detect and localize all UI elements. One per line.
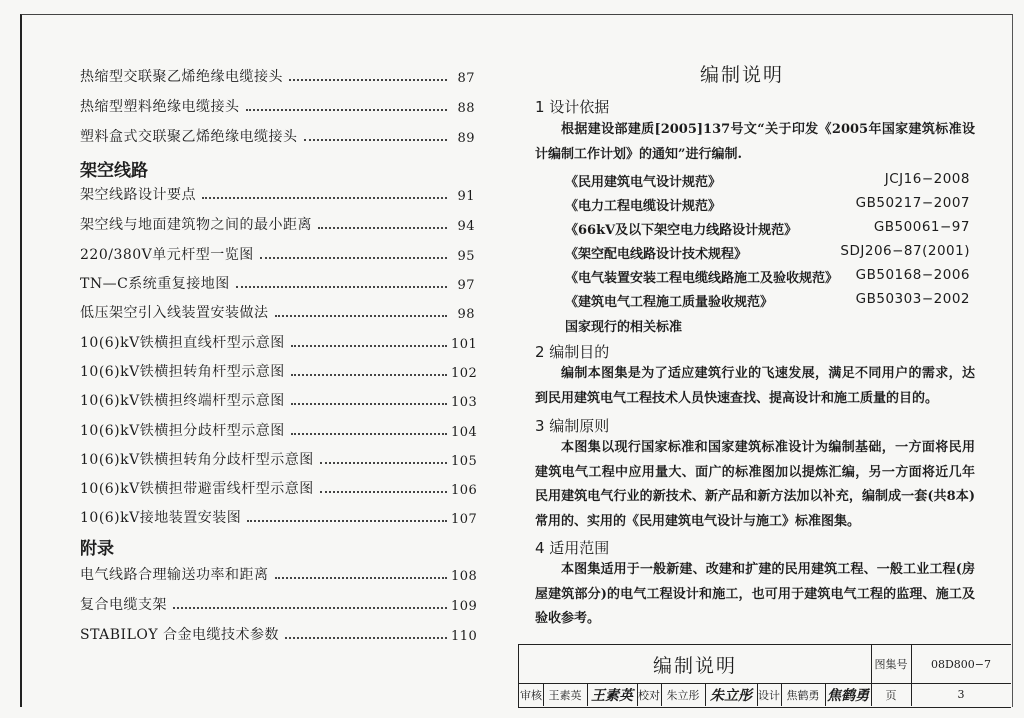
standard-code: GB50168−2006 bbox=[855, 267, 970, 283]
standard-name: 《电力工程电缆设计规范》 bbox=[565, 199, 722, 214]
toc-entry-page: 88 bbox=[457, 101, 475, 116]
page-number: 3 bbox=[957, 688, 965, 701]
toc-leader bbox=[291, 432, 447, 435]
toc-entry bbox=[80, 418, 478, 440]
toc-entry bbox=[80, 505, 478, 527]
toc-leader bbox=[173, 606, 447, 609]
toc-entry-page: 89 bbox=[457, 131, 475, 146]
toc-entry-title: 架空线与地面建筑物之间的最小距离 bbox=[80, 217, 312, 233]
toc-leader bbox=[246, 108, 448, 111]
toc-leader bbox=[236, 285, 447, 288]
section-heading-purpose: 2 编制目的 bbox=[535, 343, 610, 361]
toc-entry-title: 电气线路合理输送功率和距离 bbox=[80, 567, 269, 583]
atlas-number-label: 图集号 bbox=[871, 645, 912, 684]
principles-paragraph: 本图集以现行国家标准和国家建筑标准设计为编制基础，一方面将民用建筑电气工程中应用量大、面广的标准图加以提炼汇编，另一方面将近几年民用建筑电气行业的新技术、新产品和新方法加以补充，编制成一套(共8本)常用的、实用的《民用建筑电气设计与施工》标准图集。 bbox=[535, 440, 975, 529]
standard-code: SDJ206−87(2001) bbox=[840, 243, 970, 259]
toc-entry-title: 热缩型交联聚乙烯绝缘电缆接头 bbox=[80, 69, 283, 85]
toc-entry-page: 105 bbox=[451, 454, 478, 469]
toc-leader bbox=[285, 636, 447, 639]
reviewer-name: 王素英 bbox=[543, 683, 588, 706]
toc-leader bbox=[260, 256, 447, 259]
toc-entry-page: 108 bbox=[451, 569, 478, 584]
toc-entry bbox=[80, 592, 478, 614]
toc-entry bbox=[80, 182, 475, 204]
toc-entry-page: 94 bbox=[457, 219, 475, 234]
standard-name: 《66kV及以下架空电力线路设计规范》 bbox=[565, 223, 798, 238]
standard-row bbox=[565, 243, 970, 263]
toc-entry-page: 106 bbox=[451, 483, 478, 498]
toc-entry-page: 87 bbox=[457, 71, 475, 86]
toc-entry-title: 10(6)kV铁横担带避雷线杆型示意图 bbox=[80, 481, 314, 497]
purpose-paragraph: 编制本图集是为了适应建筑行业的飞速发展，满足不同用户的需求，达到民用建筑电气工程技术人员快速查找、提高设计和施工质量的目的。 bbox=[535, 366, 975, 406]
toc-entry bbox=[80, 359, 478, 381]
atlas-number: 08D800−7 bbox=[911, 645, 1011, 684]
toc-entry-page: 101 bbox=[451, 337, 478, 352]
toc-entry bbox=[80, 388, 478, 410]
toc-entry-title: 10(6)kV铁横担分歧杆型示意图 bbox=[80, 423, 285, 439]
toc-leader bbox=[291, 373, 447, 376]
toc-leader bbox=[289, 78, 447, 81]
toc-entry-title: 复合电缆支架 bbox=[80, 597, 167, 613]
toc-entry bbox=[80, 271, 475, 293]
title-block-title: 编制说明 bbox=[519, 645, 872, 684]
toc-entry-page: 91 bbox=[457, 189, 475, 204]
toc-entry-title: 10(6)kV铁横担终端杆型示意图 bbox=[80, 393, 285, 409]
standard-name: 《架空配电线路设计技术规程》 bbox=[565, 247, 748, 262]
toc-entry-title: TN—C系统重复接地图 bbox=[80, 276, 230, 292]
toc-section-heading: 附录 bbox=[80, 539, 114, 559]
page-label: 页 bbox=[871, 683, 912, 706]
toc-entry bbox=[80, 300, 475, 322]
toc-entry-title: 10(6)kV接地装置安装图 bbox=[80, 510, 242, 526]
toc-leader bbox=[202, 196, 447, 199]
toc-entry bbox=[80, 124, 475, 146]
toc-entry bbox=[80, 447, 478, 469]
toc-entry-title: 10(6)kV铁横担转角分歧杆型示意图 bbox=[80, 452, 314, 468]
toc-entry-page: 97 bbox=[457, 278, 475, 293]
toc-entry-title: STABILOY 合金电缆技术参数 bbox=[80, 627, 280, 643]
standard-row bbox=[565, 219, 970, 239]
toc-entry bbox=[80, 622, 478, 644]
toc-entry bbox=[80, 64, 475, 86]
toc-leader bbox=[320, 490, 447, 493]
standard-row bbox=[565, 291, 970, 311]
toc-entry bbox=[80, 212, 475, 234]
notes-title: 编制说明 bbox=[700, 64, 785, 86]
section-heading-basis: 1 设计依据 bbox=[535, 98, 610, 116]
standard-row bbox=[565, 267, 970, 287]
standard-code: GB50303−2002 bbox=[855, 291, 970, 307]
standard-name: 《建筑电气工程施工质量验收规范》 bbox=[565, 295, 774, 310]
toc-entry-page: 104 bbox=[451, 425, 478, 440]
toc-entry bbox=[80, 562, 478, 584]
toc-entry-title: 热缩型塑料绝缘电缆接头 bbox=[80, 99, 240, 115]
toc-leader bbox=[247, 519, 447, 522]
standard-code: GB50061−97 bbox=[873, 219, 970, 235]
toc-leader bbox=[291, 402, 447, 405]
toc-entry-page: 98 bbox=[457, 307, 475, 322]
scope-paragraph: 本图集适用于一般新建、改建和扩建的民用建筑工程、一般工业工程(房屋建筑部分)的电气工程设计和施工，也可用于建筑电气工程的监理、施工及验收参考。 bbox=[535, 562, 975, 626]
toc-entry bbox=[80, 242, 475, 264]
basis-paragraph: 根据建设部建质[2005]137号文“关于印发《2005年国家建筑标准设计编制工作计划》的通知”进行编制. bbox=[535, 122, 975, 162]
standard-row bbox=[565, 195, 970, 215]
designer-signature: 焦鹤勇 bbox=[825, 683, 872, 706]
toc-entry-title: 10(6)kV铁横担直线杆型示意图 bbox=[80, 335, 285, 351]
designer-name: 焦鹤勇 bbox=[781, 683, 826, 706]
reviewer-signature: 王素英 bbox=[587, 683, 638, 706]
toc-leader bbox=[304, 138, 448, 141]
toc-entry bbox=[80, 476, 478, 498]
toc-entry bbox=[80, 330, 478, 352]
toc-entry-title: 架空线路设计要点 bbox=[80, 187, 196, 203]
toc-leader bbox=[275, 576, 448, 579]
signature-row bbox=[519, 683, 1011, 707]
title-block bbox=[518, 644, 1011, 708]
standard-name: 《民用建筑电气设计规范》 bbox=[565, 175, 722, 190]
toc-entry-page: 103 bbox=[451, 395, 478, 410]
toc-entry bbox=[80, 94, 475, 116]
toc-section-heading: 架空线路 bbox=[80, 161, 148, 181]
design-label: 设计 bbox=[757, 683, 782, 706]
current-standards-line: 国家现行的相关标准 bbox=[565, 320, 683, 335]
checker-name: 朱立彤 bbox=[661, 683, 706, 706]
toc-entry-page: 109 bbox=[451, 599, 478, 614]
toc-entry-page: 95 bbox=[457, 249, 475, 264]
toc-leader bbox=[291, 344, 447, 347]
standard-code: JCJ16−2008 bbox=[884, 171, 970, 187]
check-label: 校对 bbox=[637, 683, 662, 706]
toc-entry-page: 102 bbox=[451, 366, 478, 381]
standard-name: 《电气装置安装工程电缆线路施工及验收规范》 bbox=[565, 271, 839, 286]
toc-entry-title: 220/380V单元杆型一览图 bbox=[80, 247, 254, 263]
toc-entry-page: 110 bbox=[451, 629, 478, 644]
standard-row bbox=[565, 171, 970, 191]
standard-code: GB50217−2007 bbox=[855, 195, 970, 211]
toc-entry-page: 107 bbox=[451, 512, 478, 527]
toc-leader bbox=[318, 226, 447, 229]
toc-entry-title: 塑料盒式交联聚乙烯绝缘电缆接头 bbox=[80, 129, 298, 145]
checker-signature: 朱立彤 bbox=[705, 683, 758, 706]
toc-leader bbox=[275, 314, 448, 317]
section-heading-principles: 3 编制原则 bbox=[535, 417, 610, 435]
toc-entry-title: 10(6)kV铁横担转角杆型示意图 bbox=[80, 364, 285, 380]
section-heading-scope: 4 适用范围 bbox=[535, 539, 610, 557]
review-label: 审核 bbox=[519, 683, 544, 706]
toc-leader bbox=[320, 461, 447, 464]
toc-entry-title: 低压架空引入线装置安装做法 bbox=[80, 305, 269, 321]
